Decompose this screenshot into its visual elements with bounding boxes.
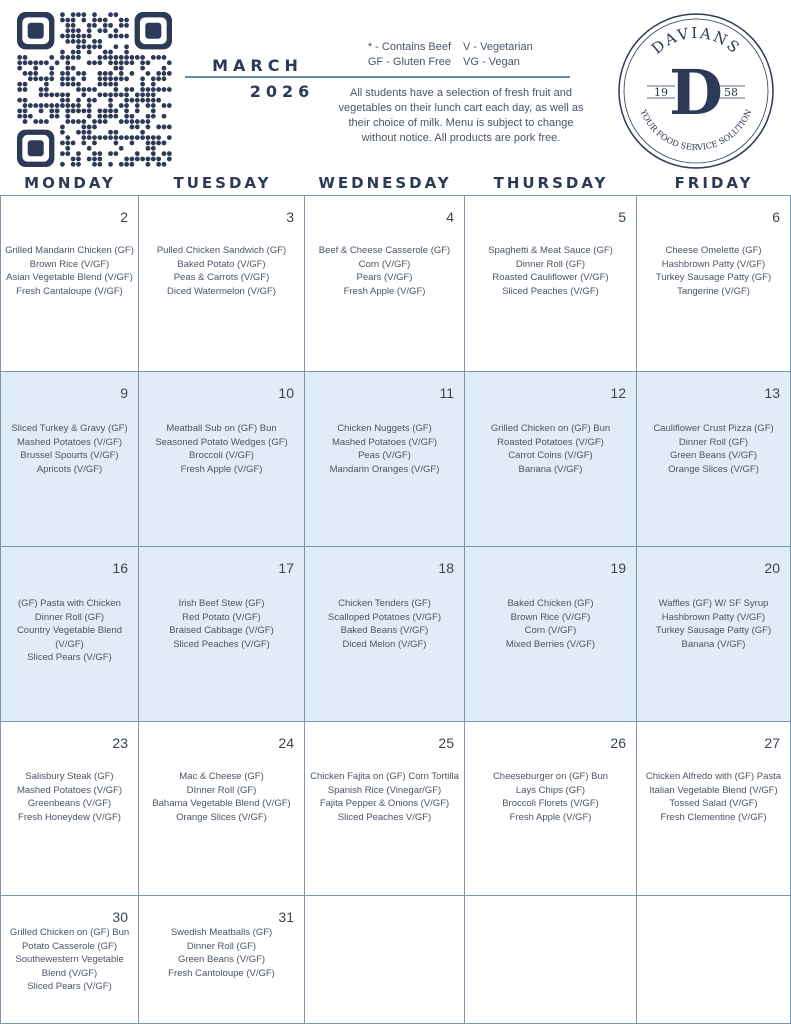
menu-item: Greenbeans (V/GF)	[27, 798, 112, 810]
day-cell	[0, 895, 139, 1024]
menu-item: Fresh Cantaloupe (V/GF)	[16, 285, 123, 297]
menu-item: Fresh Clementine (V/GF)	[660, 811, 767, 823]
menu-items	[5, 597, 134, 665]
menu-item: Hashbrown Patty (V/GF)	[661, 258, 766, 270]
day-cell	[464, 895, 637, 1024]
menu-item: Grilled Mandarin Chicken (GF)	[5, 245, 134, 256]
menu-item: Carrot Coins (V/GF)	[508, 450, 593, 462]
day-cell	[464, 721, 637, 896]
menu-items	[309, 597, 460, 651]
menu-item: Swedish Meatballs (GF)	[170, 927, 273, 938]
menu-item: Peas & Carrots (V/GF)	[173, 272, 270, 284]
menu-item: Sliced Pears (V/GF)	[27, 981, 112, 993]
date-number: 11	[439, 385, 454, 401]
menu-item: Bahama Vegetable Blend (V/GF)	[152, 798, 291, 810]
menu-item: Mashed Potatoes (V/GF)	[16, 784, 123, 796]
date-number: 5	[618, 209, 626, 225]
date-number: 20	[764, 560, 780, 576]
day-cell	[138, 371, 305, 547]
day-cell	[0, 721, 139, 896]
date-number: 2	[120, 209, 128, 225]
menu-item: Peas (V/GF)	[358, 450, 411, 462]
day-cell	[138, 721, 305, 896]
menu-items	[5, 926, 134, 994]
menu-item: Potato Casserole (GF)	[21, 940, 118, 952]
menu-item: Asian Vegetable Blend (V/GF)	[6, 272, 133, 284]
menu-item: Cheese Omelette (GF)	[665, 245, 762, 256]
menu-items	[641, 422, 786, 476]
legend-vegetarian: V - Vegetarian	[463, 41, 533, 53]
menu-items	[641, 244, 786, 298]
menu-item: Dinner Roll (GF)	[186, 940, 257, 952]
day-cell	[0, 546, 139, 722]
month-title: MARCH	[212, 56, 303, 75]
day-cell	[138, 895, 305, 1024]
logo-letter: D	[669, 56, 723, 129]
menu-item: Seasoned Potato Wedges (GF)	[155, 436, 288, 448]
menu-item: Scalloped Potatoes (V/GF)	[328, 611, 441, 623]
menu-item: Sliced Peaches V/GF)	[337, 811, 432, 823]
menu-items	[5, 770, 134, 824]
menu-item: Baked Beans (V/GF)	[340, 625, 429, 637]
menu-item: Grilled Chicken on (GF) Bun	[490, 423, 611, 434]
date-number: 26	[610, 735, 626, 751]
menu-item: Turkey Sausage Patty (GF)	[655, 625, 772, 637]
menu-item: Sliced Peaches (V/GF)	[502, 285, 599, 297]
menu-item: Country Vegetable Blend (V/GF)	[16, 625, 123, 650]
menu-item: Baked Potato (V/GF)	[177, 258, 266, 270]
legend	[345, 40, 575, 70]
menu-item: Broccoli Florets (V/GF)	[502, 798, 599, 810]
menu-item: Fresh Apple (V/GF)	[509, 811, 592, 823]
header-divider	[185, 76, 570, 78]
day-friday: FRIDAY	[674, 174, 754, 192]
date-number: 9	[120, 385, 128, 401]
day-cell	[464, 195, 637, 372]
menu-items	[5, 422, 134, 476]
menu-item: Waffles (GF) W/ SF Syrup	[658, 598, 769, 609]
menu-item: Baked Chicken (GF)	[507, 598, 594, 609]
day-cell	[464, 546, 637, 722]
legend-vegan: VG - Vegan	[463, 56, 520, 68]
legend-row	[345, 55, 575, 70]
legend-row	[345, 40, 575, 55]
date-number: 3	[286, 209, 294, 225]
menu-item: Irish Beef Stew (GF)	[178, 598, 265, 609]
menu-item: Tossed Salad (V/GF)	[669, 798, 758, 810]
davians-logo	[617, 12, 775, 170]
day-thursday: THURSDAY	[493, 174, 609, 192]
day-cell	[138, 546, 305, 722]
menu-item: Brown Rice (V/GF)	[29, 258, 110, 270]
day-cell	[636, 546, 791, 722]
date-number: 6	[772, 209, 780, 225]
date-number: 25	[438, 735, 454, 751]
menu-item: Braised Cabbage (V/GF)	[169, 625, 274, 637]
day-cell	[636, 721, 791, 896]
menu-item: Spanish Rice (Vinegar/GF)	[327, 784, 442, 796]
menu-item: Roasted Potatoes (V/GF)	[497, 436, 604, 448]
qr-code	[17, 12, 172, 167]
date-number: 16	[112, 560, 128, 576]
menu-item: Broccoli (V/GF)	[189, 450, 254, 462]
day-cell	[304, 895, 465, 1024]
menu-item: Banana (V/GF)	[518, 463, 583, 475]
date-number: 18	[438, 560, 454, 576]
legend-gluten-free: GF - Gluten Free	[367, 56, 451, 68]
logo-year-left: 19	[654, 86, 668, 99]
menu-item: Pulled Chicken Sandwich (GF)	[156, 245, 287, 256]
menu-item: Turkey Sausage Patty (GF)	[655, 272, 772, 284]
menu-items	[309, 244, 460, 298]
menu-item: Orange Slices (V/GF)	[176, 811, 267, 823]
menu-item: Diced Watermelon (V/GF)	[167, 285, 276, 297]
day-wednesday: WEDNESDAY	[318, 174, 452, 192]
date-number: 13	[764, 385, 780, 401]
menu-item: Fresh Cantoloupe (V/GF)	[168, 967, 275, 979]
date-number: 10	[278, 385, 294, 401]
date-number: 30	[112, 909, 128, 925]
menu-item: Brown Rice (V/GF)	[510, 611, 591, 623]
menu-item: Roasted Cauliflower (V/GF)	[492, 272, 609, 284]
day-cell	[0, 371, 139, 547]
date-number: 27	[764, 735, 780, 751]
date-number: 17	[278, 560, 294, 576]
menu-items	[5, 244, 134, 298]
menu-item: Fresh Apple (V/GF)	[343, 285, 426, 297]
menu-item: Mac & Cheese (GF)	[179, 771, 264, 782]
logo-tagline: YOUR FOOD SERVICE SOLUTION	[638, 107, 754, 153]
logo-name: DAVIANS	[647, 23, 745, 58]
menu-item: Italian Vegetable Blend (V/GF)	[649, 784, 778, 796]
year-title: 2026	[249, 82, 315, 101]
day-cell	[304, 721, 465, 896]
menu-item: Banana (V/GF)	[681, 638, 746, 650]
menu-items	[143, 597, 300, 651]
menu-item: Sliced Turkey & Gravy (GF)	[11, 423, 128, 434]
menu-item: Mandarin Oranges (V/GF)	[329, 463, 440, 475]
menu-item: Spaghetti & Meat Sauce (GF)	[488, 245, 613, 256]
menu-item: Red Potato (V/GF)	[182, 611, 261, 623]
menu-item: Chicken Fajita on (GF) Corn Tortilla	[310, 771, 459, 782]
menu-item: Pears (V/GF)	[356, 272, 413, 284]
day-monday: MONDAY	[24, 174, 116, 192]
date-number: 19	[610, 560, 626, 576]
menu-item: Mixed Berries (V/GF)	[505, 638, 596, 650]
calendar-grid	[0, 195, 791, 1024]
menu-item: Green Beans (V/GF)	[669, 450, 758, 462]
logo-year-right: 58	[724, 86, 738, 99]
svg-text:DAVIANS	[648, 24, 744, 58]
menu-item: Grilled Chicken on (GF) Bun	[9, 927, 130, 938]
menu-item: Apricots (V/GF)	[36, 463, 103, 475]
date-number: 23	[112, 735, 128, 751]
menu-item: Sliced Peaches (V/GF)	[173, 638, 270, 650]
menu-item: Sliced Pears (V/GF)	[27, 652, 112, 664]
menu-items	[143, 244, 300, 298]
menu-item: Cheeseburger on (GF) Bun	[492, 771, 609, 782]
day-cell	[138, 195, 305, 372]
menu-items	[641, 770, 786, 824]
legend-beef: * - Contains Beef	[367, 41, 451, 53]
menu-item: Green Beans (V/GF)	[177, 954, 266, 966]
menu-items	[143, 926, 300, 980]
menu-items	[641, 597, 786, 651]
menu-items	[469, 597, 632, 651]
weekday-header	[0, 174, 791, 196]
menu-item: Chicken Alfredo with (GF) Pasta	[645, 771, 782, 782]
day-cell	[464, 371, 637, 547]
menu-item: Dinner Roll (GF)	[34, 611, 105, 623]
menu-item: Southewestern Vegetable Blend (V/GF)	[15, 954, 124, 979]
menu-items	[143, 422, 300, 476]
menu-item: Mashed Potatoes (V/GF)	[16, 436, 123, 448]
date-number: 12	[610, 385, 626, 401]
menu-item: Hashbrown Patty (V/GF)	[661, 611, 766, 623]
day-cell	[636, 195, 791, 372]
menu-item: (GF) Pasta with Chicken	[18, 598, 121, 609]
menu-item: Tangerine (V/GF)	[677, 285, 750, 297]
menu-item: Dinner Roll (GF)	[678, 436, 749, 448]
menu-item: Cauliflower Crust Pizza (GF)	[653, 423, 774, 434]
menu-item: Salisbury Steak (GF)	[25, 771, 114, 782]
menu-item: Chicken Tenders (GF)	[338, 598, 431, 609]
menu-item: Lays Chips (GF)	[515, 784, 586, 796]
menu-item: Fresh Apple (V/GF)	[180, 463, 263, 475]
menu-items	[469, 244, 632, 298]
date-number: 31	[278, 909, 294, 925]
date-number: 24	[278, 735, 294, 751]
menu-item: Fajita Pepper & Onions (V/GF)	[319, 798, 450, 810]
menu-item: Chicken Nuggets (GF)	[337, 423, 432, 434]
day-cell	[636, 371, 791, 547]
day-cell	[304, 195, 465, 372]
menu-item: Corn (V/GF)	[358, 258, 411, 270]
menu-items	[309, 770, 460, 824]
day-cell	[636, 895, 791, 1024]
menu-items	[143, 770, 300, 824]
menu-item: DInner Roll (GF)	[186, 784, 257, 796]
menu-items	[309, 422, 460, 476]
menu-item: Corn (V/GF)	[524, 625, 577, 637]
day-cell	[304, 371, 465, 547]
menu-items	[469, 422, 632, 476]
menu-notice: All students have a selection of fresh fruit and vegetables on their lunch cart each day, as well as their choice of milk. Menu is subject to change without notice. All products are pork free.	[338, 87, 584, 144]
date-number: 4	[446, 209, 454, 225]
day-cell	[304, 546, 465, 722]
menu-item: Diced Melon (V/GF)	[342, 638, 427, 650]
menu-item: Meatball Sub on (GF) Bun	[166, 423, 277, 434]
menu-item: Beef & Cheese Casserole (GF)	[318, 245, 451, 256]
menu-item: Orange Slices (V/GF)	[668, 463, 759, 475]
menu-items	[469, 770, 632, 824]
menu-item: Dinner Roll (GF)	[515, 258, 586, 270]
day-cell	[0, 195, 139, 372]
menu-item: Mashed Potatoes (V/GF)	[331, 436, 438, 448]
menu-item: Brussel Spourts (V/GF)	[20, 450, 119, 462]
day-tuesday: TUESDAY	[173, 174, 272, 192]
menu-item: Fresh Honeydew (V/GF)	[18, 811, 121, 823]
